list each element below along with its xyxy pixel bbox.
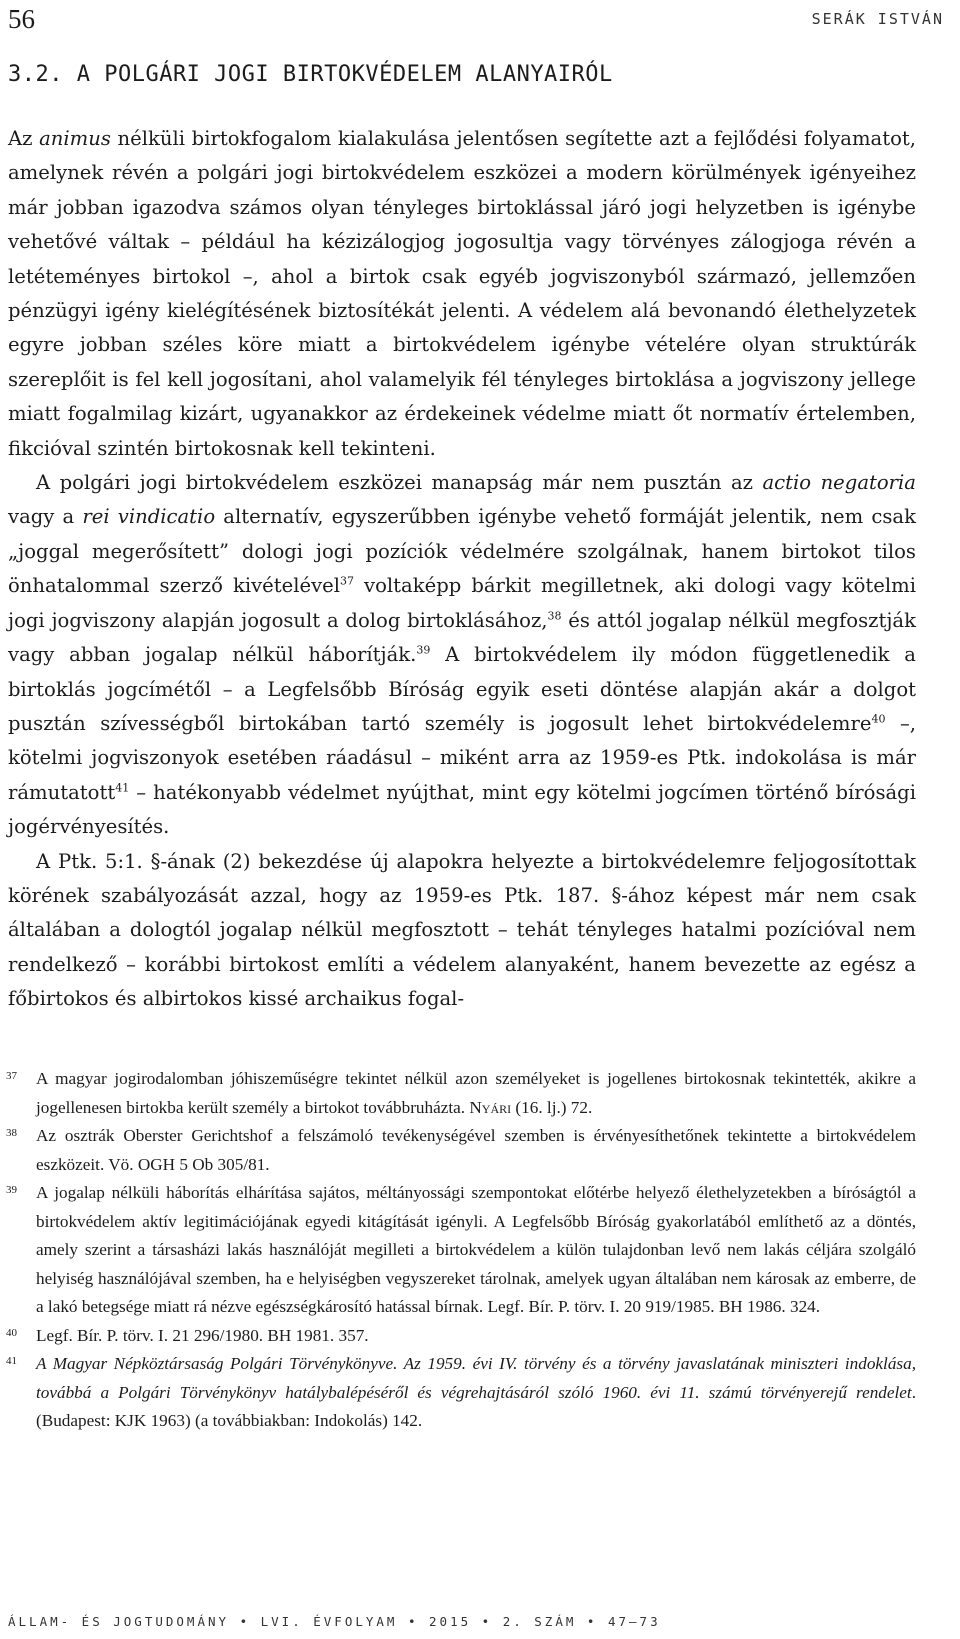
paragraph-3: A Ptk. 5:1. §-ának (2) bekezdése új alapokra helyezte a birtokvédelemre feljogosítottak körének szabályozását azzal, hogy az 1959-es Ptk. 187. §-ához képest már nem csak általában a dologtól jogalap nélkül megfosztott – tehát tényleges hatalmi pozícióval nem rendelkező – korábbi birtokost említi a védelem alanyaként, hanem bevezette az egész a főbirtokos és albirtokos kissé archaikus fogal- [8,849,916,1011]
text-run: alternatív, egyszerűbben igénybe vehető formáját jelentik, nem csak „joggal megerősített” dologi jogi pozíciók védelmére szolgálnak, hanem birtokot tilos önhatalommal szerző kivételével [8,505,916,598]
running-head-author: SERÁK ISTVÁN [811,10,944,28]
footnote-40 [8,1322,916,1351]
text-run: nélküli birtokfogalom kialakulása jelentősen segítette azt a fejlődési folyamatot, amelynek révén a polgári jogi birtokvédelem eszközei a modern körülmények igényeihez már jobban igazodva számos olyan tényleges birtoklással járó jogi helyzetben is igénybe vehetővé váltak – például ha kézizálogjog jogosultja vagy törvényes zálogjoga révén a letéteményes birtokol –, ahol a birtok csak egyéb jogviszonyból származó, jellemzően pénzügyi igény kielégítésének biztosítékát jelenti. A védelem alá bevonandó élethelyzetek egyre jobban széles köre miatt a birtokvédelem igénybe vételére olyan struktúrák szereplőit is fel kell jogosítani, ahol valamelyik fél tényleges birtoklása a jogviszony jellege miatt fogalmilag kizárt, ugyanakkor az érdekeinek védelme miatt őt normatív értelemben, fikcióval szintén birtokosnak kell tekinteni. [8,127,916,460]
footnote-number: 38 [6,1127,17,1139]
text-run: vagy a [8,505,83,529]
italic-term: animus [39,127,111,150]
text-run: és attól jogalap nélkül megfosztják vagy abban jogalap nélkül háborítják. [8,608,916,667]
footnote-ref[interactable]: 41 [115,781,130,795]
footnote-number: 40 [6,1326,17,1339]
footnote-ref[interactable]: 40 [871,712,886,726]
footnote-number: 37 [6,1070,17,1082]
text-run: A polgári jogi birtokvédelem eszközei manapság már nem pusztán az [36,471,763,495]
footnote-text: . (Budapest: KJK 1963) (a továbbiakban: Indokolás) 142. [36,1382,916,1430]
cited-title: A Magyar Népköztársaság Polgári Törvénykönyve. Az 1959. évi IV. törvény és a törvény javaslatának miniszteri indoklása, továbbá a Polgári Törvénykönyv hatálybalépéséről és végrehajtásáról szóló 1960. évi 11. számú törvényerejű rendelet [36,1354,916,1402]
footnote-ref[interactable]: 39 [416,643,431,657]
paragraph-1 [8,122,916,466]
paragraph-2 [8,466,916,844]
footnote-39 [8,1179,916,1322]
footnote-number: 39 [6,1184,17,1196]
footnote-text: Az osztrák Oberster Gerichtshof a felszámoló tevékenységével szemben is érvényesíthetőnek tekintette a birtokvédelem eszközeit. Vö. OGH 5 Ob 305/81. [36,1126,916,1174]
text-run: A birtokvédelem ily módon függetlenedik a birtoklás jogcímétől – a Legfelsőbb Bíróság egyik eseti döntése alapján akár a dolgot pusztán szívességből birtokában tartó személy is jogosult lehet birtokvédelemre [8,643,916,735]
page-number: 56 [8,4,35,34]
italic-term: rei vindicatio [82,505,216,529]
footnote-ref[interactable]: 38 [547,609,562,623]
cited-author: Nyári [469,1097,512,1117]
footnote-text: (16. lj.) 72. [511,1097,593,1117]
text-run: – hatékonyabb védelmet nyújthat, mint egy kötelmi jogcímen történő bírósági jogérvényesítés. [8,780,916,839]
section-title: 3.2. A POLGÁRI JOGI BIRTOKVÉDELEM ALANYAIRÓL [8,62,613,87]
footnotes [0,1065,916,1436]
italic-term: actio negatoria [762,471,916,495]
footnote-37 [8,1065,916,1122]
footnote-41 [8,1350,916,1436]
page-header [8,4,944,36]
footnote-ref[interactable]: 37 [340,574,355,588]
footnote-number: 41 [6,1355,17,1367]
text-run: Az [8,127,40,150]
footnote-text: A jogalap nélküli háborítás elhárítása sajátos, méltányossági szempontokat előtérbe helyező élethelyzetekben a bíróságtól a birtokvédelem aktív legitimációjának egyedi kitágítását igényli. A Legfelsőbb Bíróság gyakorlatából említhető az a döntés, amely szerint a társasházi lakás használóját megilleti a birtokvédelem a külön tulajdonban levő nem lakás céljára szolgáló helyiség használójával szemben, ha e helyiségben vegyszereket tárolnak, amelyek ugyan általában nem károsak az emberre, de a lakó betegsége miatt rá nézve egészségkárosító hatással bírnak. Legf. Bír. P. törv. I. 20 919/1985. BH 1986. 324. [36,1183,916,1316]
footnote-38 [8,1122,916,1179]
body-text [8,122,916,1017]
footnote-text: Legf. Bír. P. törv. I. 21 296/1980. BH 1981. 357. [36,1325,369,1345]
footnote-text: A magyar jogirodalomban jóhiszeműségre tekintet nélkül azon személyeket is jogellenes birtokosnak tekintették, akikre a jogellenesen birtokba került személy a birtokot továbbruházta. [36,1069,916,1117]
journal-footer: ÁLLAM- ÉS JOGTUDOMÁNY • LVI. ÉVFOLYAM • 2015 • 2. SZÁM • 47–73 [8,1614,661,1629]
text-run: –, kötelmi jogviszonyok esetében ráadásul – miként arra az 1959-es Ptk. indokolása is már rámutatott [8,711,916,804]
text-run: voltaképp bárkit megilletnek, aki dologi vagy kötelmi jogi jogviszony alapján jogosult a dolog birtoklásához, [8,574,916,632]
